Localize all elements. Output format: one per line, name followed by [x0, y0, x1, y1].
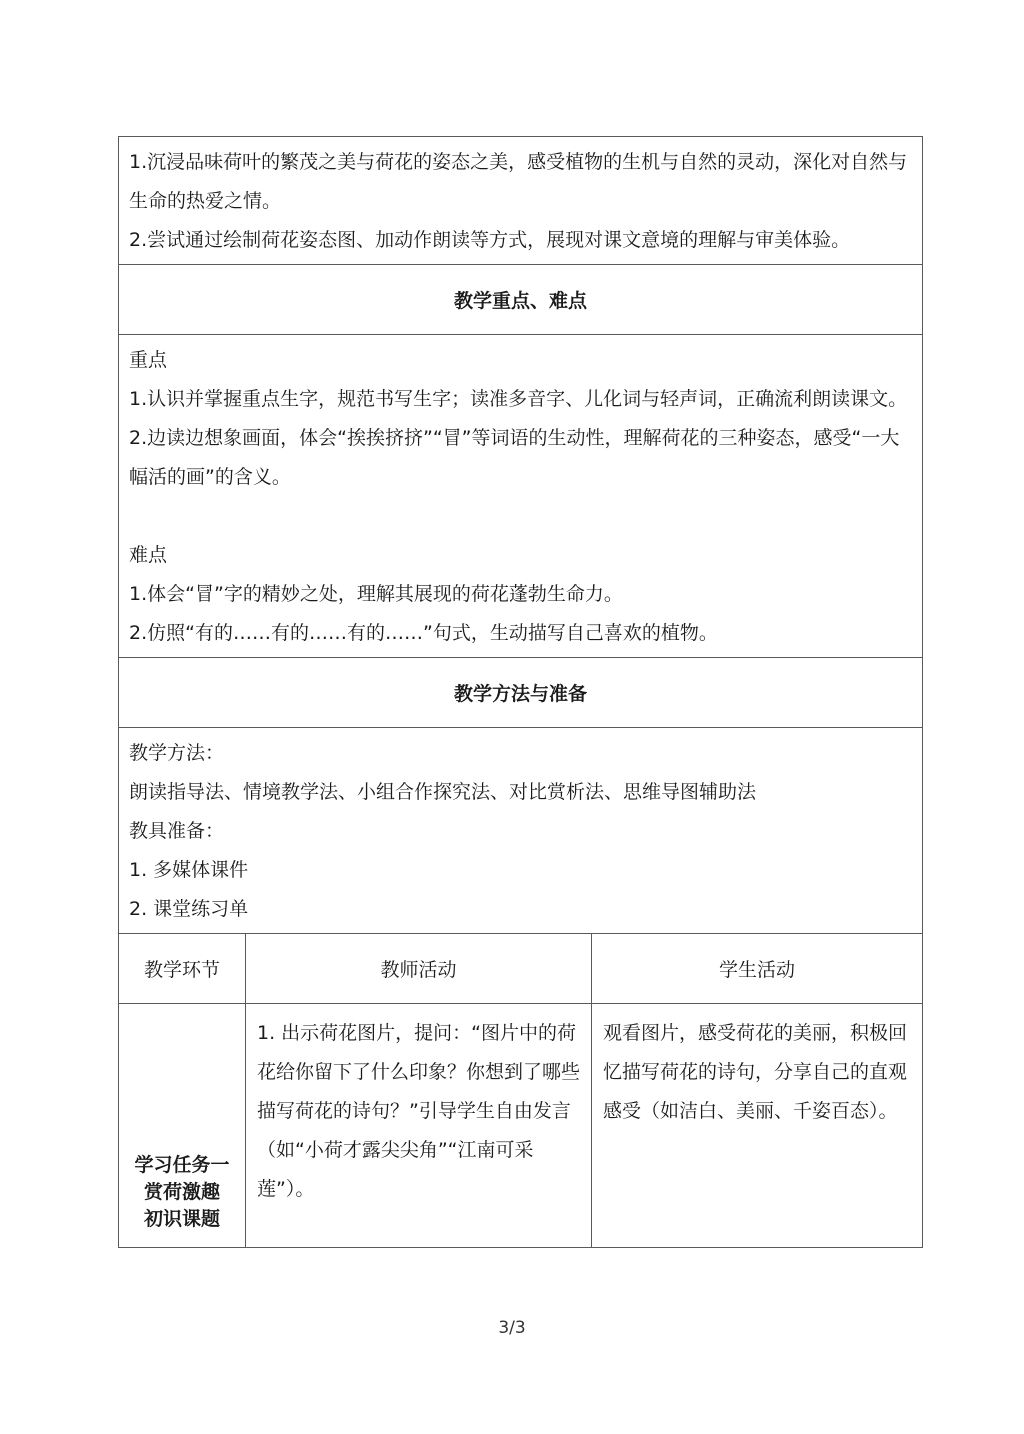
activity-table-header	[119, 933, 922, 1003]
method-text: 朗读指导法、情境教学法、小组合作探究法、对比赏析法、思维导图辅助法	[129, 781, 757, 803]
prep-item-1: 1. 多媒体课件	[129, 859, 249, 881]
difficulty-item-1: 1.体会“冒”字的精妙之处，理解其展现的荷花蓬勃生命力。	[129, 583, 623, 605]
header-stage: 教学环节	[119, 934, 246, 1003]
objective-1: 1.沉浸品味荷叶的繁茂之美与荷花的姿态之美，感受植物的生机与自然的灵动，深化对自然与生命的热爱之情。	[129, 151, 908, 212]
key-points-section	[119, 334, 922, 657]
page-number: 3/3	[498, 1318, 526, 1338]
header-teacher: 教师活动	[246, 934, 592, 1003]
methods-section	[119, 727, 922, 933]
methods-header: 教学方法与准备	[119, 657, 922, 727]
prep-item-2: 2. 课堂练习单	[129, 898, 249, 920]
key-points-header: 教学重点、难点	[119, 264, 922, 334]
focus-item-1: 1.认识并掌握重点生字，规范书写生字；读准多音字、儿化词与轻声词，正确流利朗读课文。	[129, 388, 908, 410]
difficulty-label: 难点	[129, 544, 168, 566]
lesson-plan-table	[118, 136, 923, 1248]
spacer	[119, 497, 922, 536]
difficulty-item-2: 2.仿照“有的……有的……有的……”句式，生动描写自己喜欢的植物。	[129, 622, 718, 644]
header-student: 学生活动	[718, 959, 795, 981]
objective-2: 2.尝试通过绘制荷花姿态图、加动作朗读等方式，展现对课文意境的理解与审美体验。	[129, 229, 851, 251]
task-stage-text: 学习任务一 赏荷激趣 初识课题	[134, 1154, 230, 1230]
method-label: 教学方法：	[129, 742, 225, 764]
focus-label: 重点	[129, 349, 168, 371]
table-row	[119, 1003, 922, 1247]
task-teacher-activity: 1. 出示荷花图片，提问：“图片中的荷花给你留下了什么印象？你想到了哪些描写荷花的诗句？”引导学生自由发言（如“小荷才露尖尖角”“江南可采莲”）。	[246, 1004, 592, 1247]
objectives-section	[119, 137, 922, 264]
focus-item-2: 2.边读边想象画面，体会“挨挨挤挤”“冒”等词语的生动性，理解荷花的三种姿态，感受“一大幅活的画”的含义。	[129, 427, 900, 488]
task-stage	[119, 1004, 246, 1247]
task-student-activity: 观看图片，感受荷花的美丽，积极回忆描写荷花的诗句，分享自己的直观感受（如洁白、美丽、千姿百态）。	[603, 1022, 908, 1122]
prep-label: 教具准备：	[129, 820, 225, 842]
